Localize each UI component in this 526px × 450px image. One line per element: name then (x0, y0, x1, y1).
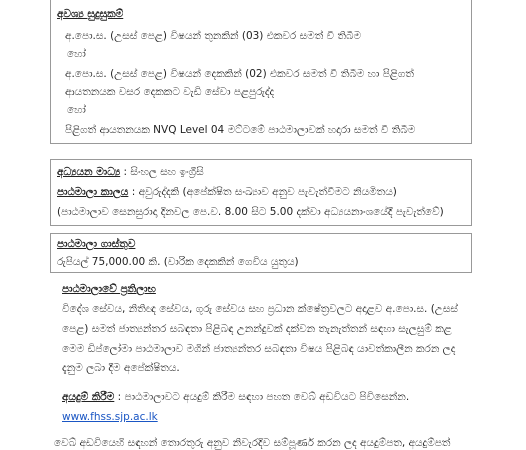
apply-website-link[interactable]: www.fhss.sjp.ac.lk (62, 411, 158, 423)
eligibility-line-4: පිළිගත් ආයතනයක NVQ Level 04 මට්ටමේ පාඨමාලාවක් හදාරා සමත් වී තිබීම (65, 124, 416, 136)
eligibility-or-1: හෝ (67, 48, 86, 60)
eligibility-box (50, 0, 472, 144)
eligibility-line-1: අ.පො.ස. (උසස් පෙළ) විෂයන් තුනකින් (03) එකවර සමත් වී තිබීම (65, 30, 362, 42)
fee-box (50, 233, 472, 273)
benefits-heading: පාඨමාලාවේ ප්‍රතිලාභ (62, 283, 156, 295)
benefits-line-1: විදේශ සේවය, නිතිඥ සේවය, ගුරු සේවය සහ ප්‍රධාන ක්ෂේත්‍රවලට අදාළව අ.පො.ස. (උසස් (62, 303, 458, 315)
fee-label: පාඨමාලා ගාස්තුව (57, 238, 136, 250)
study-info-box (50, 159, 472, 226)
study-schedule: (පාඨමාලාව සෙනසුරාදා දිනවල පෙ.ව. 8.00 සිට 5.00 දක්වා අධ්‍යයනාංශයේදී පැවැත්වේ) (57, 206, 444, 218)
study-medium-value: : සිංහල සහ ඉංග්‍රීසි (123, 166, 204, 178)
study-medium-row (57, 165, 204, 179)
eligibility-heading: අවශ්‍ය සුදුසුකම් (57, 8, 124, 20)
benefits-line-4: දැනුම ලබා දීම අපේක්ෂිතය. (62, 362, 180, 374)
apply-label: අයදුම් කිරීම (62, 391, 115, 403)
eligibility-line-3: ආයතනයක වසර දෙකකට වැඩි සේවා පළපුරුද්ද (65, 86, 275, 98)
benefits-line-2: පෙළ) සමත් ජාත්‍යන්තර සබඳතා පිළිබඳ උනන්දුවක් දක්වන තැනැත්තන් සඳහා සැලසුම් කළ (62, 323, 452, 335)
apply-row (62, 390, 409, 404)
benefits-line-3: මෙම ඩිප්ලෝමා පාඨමාලාව මගින් ජාත්‍යන්තර සබඳතා විෂය පිළිබඳ යාවත්කාලීන කරන ලද (62, 343, 456, 355)
eligibility-line-2: අ.පො.ස. (උසස් පෙළ) විෂයන් දෙකකින් (02) එකවර සමත් වී තිබීම හා පිළිගත් (65, 68, 414, 80)
footer-line: වෙබ් අඩවියෙහි සඳහන් තොරතුරු අනුව නිවැරදිව සම්පූර්ණ කරන ලද අයදුම්පත, අයදුම්පත් (54, 437, 451, 449)
study-duration-row (57, 185, 397, 199)
study-duration-value: : අවුරුද්දකි (අපේක්ෂිත සංඛ්‍යාව අනුව පැවැත්වීමට නියමිතය) (131, 186, 397, 198)
fee-value: රුපියල් 75,000.00 කි. (වාරික දෙකකින් ගෙවිය යුතුය) (57, 256, 299, 268)
study-medium-label: අධ්‍යයන මාධ්‍ය (57, 166, 121, 178)
study-duration-label: පාඨමාලා කාලය (57, 186, 129, 198)
apply-text: : පාඨමාලාවට අයදුම් කිරීම සඳහා පහත වෙබ් අඩවියට පිවිසෙන්න. (117, 391, 410, 403)
eligibility-or-2: හෝ (67, 104, 86, 116)
